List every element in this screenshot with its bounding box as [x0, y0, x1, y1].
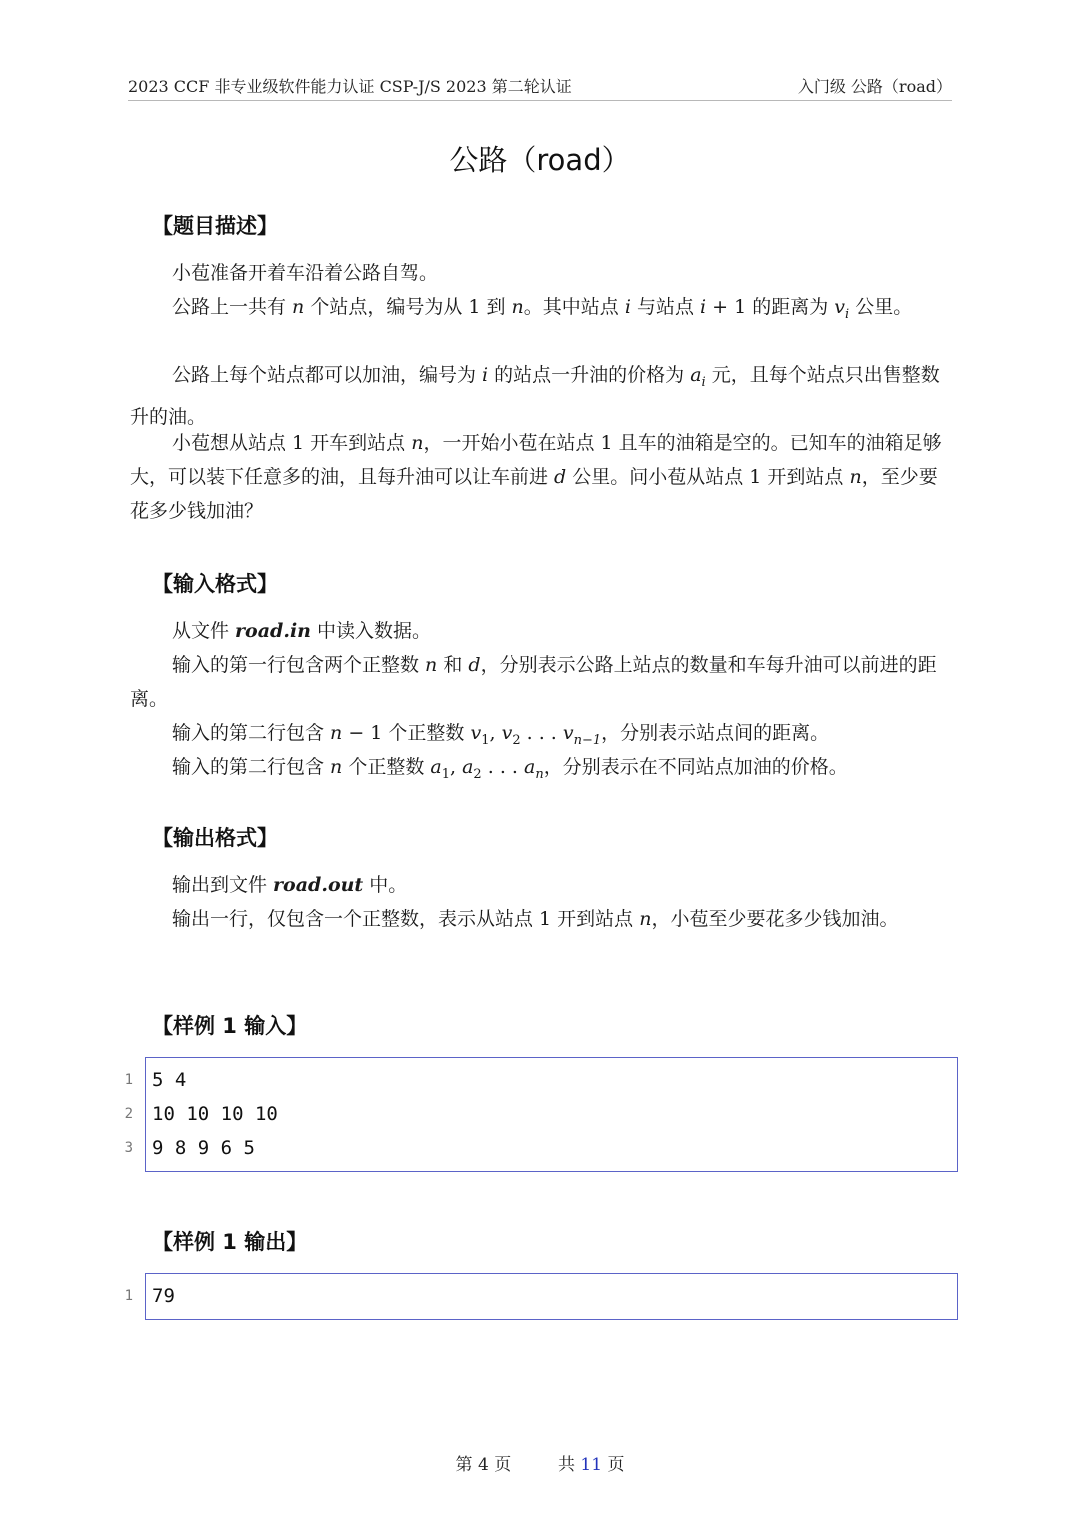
text-run: 公路上每个站点都可以加油，编号为: [172, 364, 483, 386]
output-filename: road.out: [273, 874, 364, 896]
description-paragraph-3: [130, 358, 952, 434]
description-heading: 【题目描述】: [152, 214, 278, 238]
math-subscript: 1: [441, 766, 450, 782]
sample-output-box: [145, 1273, 958, 1320]
description-paragraph-2: [130, 290, 952, 332]
math-subscript: n−1: [573, 732, 602, 748]
text-run: . . .: [481, 756, 524, 778]
text-run: . . .: [520, 722, 563, 744]
text-run: 中读入数据。: [310, 620, 432, 642]
math-subscript: 2: [512, 732, 521, 748]
line-number: 3: [124, 1140, 133, 1156]
text-run: 小苞想从站点 1 开车到站点: [172, 432, 412, 454]
page-header: [128, 70, 952, 101]
output-format-heading: 【输出格式】: [152, 826, 278, 850]
input-filename: road.in: [235, 620, 311, 642]
text-run: − 1 个正整数: [342, 722, 471, 744]
math-var: i: [700, 296, 707, 318]
input-paragraph-1: [130, 614, 952, 648]
input-paragraph-4: [130, 750, 952, 792]
math-var: n: [411, 432, 424, 454]
math-var: v: [834, 296, 845, 318]
sample-input-heading: 【样例 1 输入】: [152, 1014, 308, 1038]
math-subscript: 2: [473, 766, 482, 782]
text-run: 中。: [363, 874, 408, 896]
math-var: n: [330, 722, 343, 744]
math-var: a: [462, 756, 474, 778]
footer-page-prefix: 第: [455, 1455, 473, 1475]
code-line: 9 8 9 6 5: [152, 1137, 255, 1159]
footer-page-current: 4: [477, 1455, 489, 1475]
math-var: n: [292, 296, 305, 318]
text-run: 从文件: [172, 620, 236, 642]
math-var: d: [554, 466, 567, 488]
output-paragraph-1: [130, 868, 952, 902]
text-run: 。其中站点: [523, 296, 625, 318]
math-subscript: n: [535, 766, 544, 782]
text-run: 输入的第二行包含: [172, 722, 331, 744]
math-var: v: [470, 722, 482, 744]
math-var: a: [430, 756, 442, 778]
input-format-heading: 【输入格式】: [152, 572, 278, 596]
math-subscript: i: [845, 306, 850, 322]
math-var: n: [639, 908, 652, 930]
sample-output-heading: 【样例 1 输出】: [152, 1230, 308, 1254]
text-run: 和: [437, 654, 469, 676]
footer-total-suffix: 页: [607, 1455, 625, 1475]
text-run: 公里。: [849, 296, 913, 318]
header-right-text: 入门级 公路（road）: [797, 77, 952, 96]
input-paragraph-2: [130, 648, 952, 716]
text-run: 公里。问小苞从站点 1 开到站点: [566, 466, 850, 488]
text-run: 公路上一共有: [172, 296, 293, 318]
text-run: 输出一行，仅包含一个正整数，表示从站点 1 开到站点: [172, 908, 640, 930]
page-title: 公路（road）: [449, 143, 631, 177]
text-run: 个正整数: [342, 756, 431, 778]
math-var: n: [849, 466, 862, 488]
text-run: ,: [489, 722, 502, 744]
description-paragraph-4: [130, 426, 952, 528]
math-var: a: [690, 364, 702, 386]
line-number: 1: [124, 1072, 133, 1088]
math-var: d: [468, 654, 481, 676]
footer-total-prefix: 共: [558, 1455, 575, 1475]
text-run: ，一开始小苞在站点 1 且车的油箱是空的。已知车的油箱足够大，可以装下任意多的油，且每升油可以让车前进: [130, 432, 942, 488]
text-run: + 1 的距离为: [706, 296, 835, 318]
footer-page-total: 11: [580, 1455, 603, 1475]
math-var: i: [482, 364, 489, 386]
text-run: 与站点: [630, 296, 701, 318]
math-var: i: [624, 296, 631, 318]
text-run: ，分别表示公路上站点的数量和车每升油可以前进的距离。: [130, 654, 937, 710]
math-subscript: 1: [481, 732, 490, 748]
text-run: ，分别表示在不同站点加油的价格。: [543, 756, 848, 778]
text-run: 输入的第一行包含两个正整数: [172, 654, 426, 676]
text-run: 个站点，编号为从 1 到: [304, 296, 512, 318]
code-line: 5 4: [152, 1069, 187, 1091]
sample-input-box: [145, 1057, 958, 1172]
math-var: n: [330, 756, 343, 778]
text-run: 输入的第二行包含: [172, 756, 331, 778]
text-run: ，小苞至少要花多少钱加油。: [651, 908, 899, 930]
line-number: 1: [124, 1288, 133, 1304]
code-line: 10 10 10 10: [152, 1103, 278, 1125]
math-var: a: [523, 756, 536, 778]
page-footer: [0, 1450, 1080, 1475]
description-paragraph-1: 小苞准备开着车沿着公路自驾。: [172, 262, 439, 284]
code-line: 79: [152, 1285, 175, 1307]
math-var: n: [425, 654, 438, 676]
text-run: ，至少要花多少钱加油？: [130, 466, 938, 522]
text-run: 的站点一升油的价格为: [488, 364, 691, 386]
text-run: 元，且每个站点只出售整数升的油。: [130, 364, 940, 428]
text-run: ，分别表示站点间的距离。: [601, 722, 830, 744]
math-subscript: i: [701, 374, 706, 390]
header-left-text: 2023 CCF 非专业级软件能力认证 CSP-J/S 2023 第二轮认证: [128, 77, 572, 96]
line-number: 2: [124, 1106, 133, 1122]
math-var: n: [511, 296, 524, 318]
footer-page-suffix: 页: [494, 1455, 512, 1475]
text-run: 输出到文件: [172, 874, 274, 896]
text-run: ,: [450, 756, 463, 778]
output-paragraph-2: [130, 902, 952, 936]
math-var: v: [562, 722, 574, 744]
math-var: v: [501, 722, 513, 744]
